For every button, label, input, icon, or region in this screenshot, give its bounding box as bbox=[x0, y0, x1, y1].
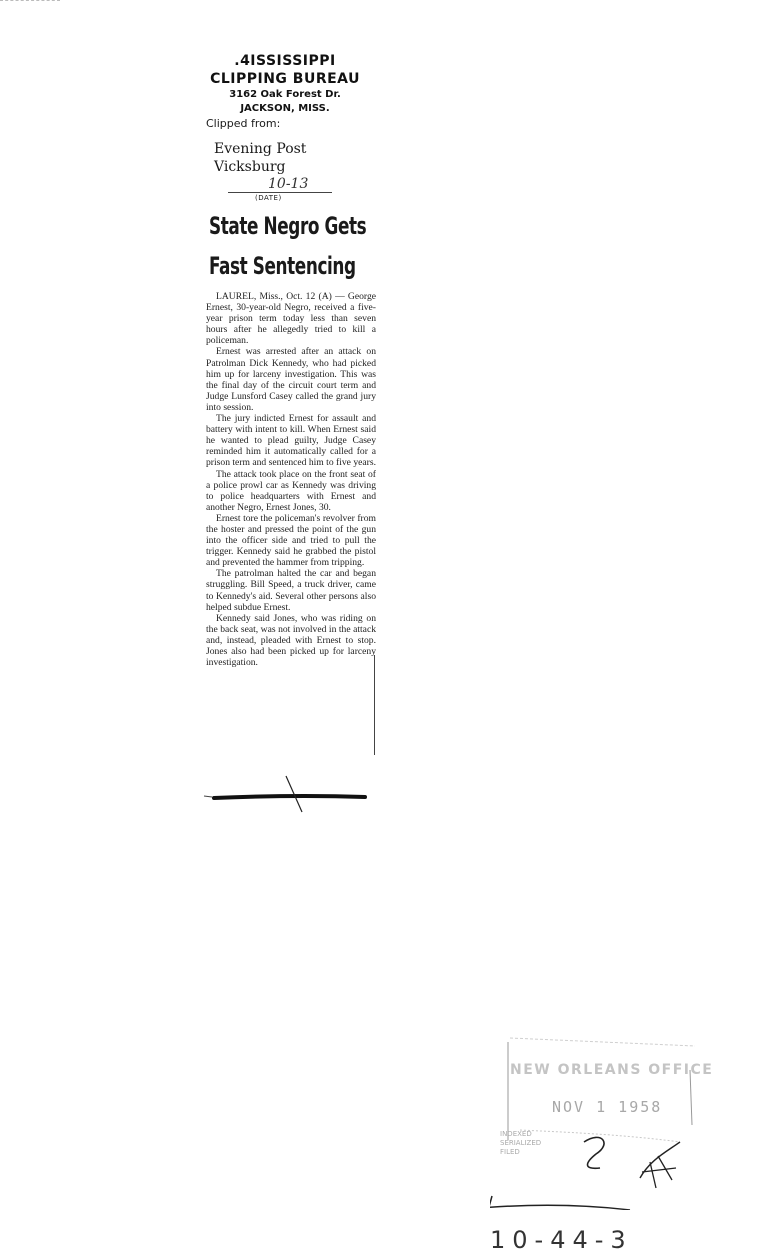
received-stamp bbox=[490, 1030, 714, 1210]
newspaper-city: Vicksburg bbox=[214, 159, 286, 175]
date-handwritten: 10-13 bbox=[268, 176, 309, 192]
stamp-office-name: NEW ORLEANS OFFICE bbox=[510, 1062, 714, 1078]
file-number: 10-44-3 bbox=[490, 1226, 633, 1254]
article-body bbox=[206, 291, 376, 668]
clipping-bureau-header bbox=[200, 52, 370, 116]
handwritten-initials bbox=[490, 1030, 705, 1210]
end-of-article-mark bbox=[200, 772, 370, 817]
article-paragraph: The patrolman halted the car and began struggling. Bill Speed, a truck driver, came to Kennedy's aid. Several other persons also helped subdue Ernest. bbox=[206, 568, 376, 613]
headline-line-2: Fast Sentencing bbox=[209, 252, 356, 280]
newspaper-source bbox=[214, 140, 306, 176]
bureau-name-line1: .4ISSISSIPPI bbox=[234, 53, 336, 69]
article-paragraph: The jury indicted Ernest for assault and battery with intent to kill. When Ernest said he wanted to plead guilty, Judge Casey reminded him it automatically called for a prison term and sentenced him to five years. bbox=[206, 413, 376, 469]
stamp-row-serialized: SERIALIZED bbox=[500, 1139, 542, 1147]
headline-line-1: State Negro Gets bbox=[209, 212, 367, 240]
clipping-edge-rule bbox=[374, 655, 375, 755]
article-paragraph: Ernest was arrested after an attack on Patrolman Dick Kennedy, who had picked him up for larceny investigation. This was the final day of the circuit court term and Judge Lunsford Casey called the grand jury into session. bbox=[206, 346, 376, 413]
article-paragraph: Kennedy said Jones, who was riding on the back seat, was not involved in the attack and, instead, pleaded with Ernest to stop. Jones also had been picked up for larceny investigation. bbox=[206, 612, 376, 669]
date-label: (DATE) bbox=[255, 194, 282, 202]
clipped-from-label: Clipped from: bbox=[206, 117, 281, 130]
article-paragraph: Ernest tore the policeman's revolver from the hoster and pressed the point of the gun into the officer side and tried to pull the trigger. Kennedy said he grabbed the pistol and prevented the hammer from tripping. bbox=[206, 512, 376, 569]
top-edge-stub bbox=[0, 0, 60, 1]
newspaper-name: Evening Post bbox=[214, 141, 307, 157]
article-paragraph: LAUREL, Miss., Oct. 12 (A) — George Ernest, 30-year-old Negro, received a five-year prison term today less than seven hours after he allegedly tried to kill a policeman. bbox=[206, 291, 376, 347]
bureau-address: 3162 Oak Forest Dr. bbox=[229, 89, 341, 100]
stamp-row-indexed: INDEXED bbox=[500, 1130, 532, 1138]
article-headline bbox=[209, 206, 367, 286]
stamp-date: NOV 1 1958 bbox=[552, 1098, 663, 1116]
bureau-name-line2: CLIPPING BUREAU bbox=[210, 71, 360, 87]
article-paragraph: The attack took place on the front seat of a police prowl car as Kennedy was driving to police headquarters with Ernest and another Negro, Ernest Jones, 30. bbox=[206, 468, 376, 513]
bureau-city: JACKSON, MISS. bbox=[240, 103, 330, 114]
stamp-row-filed: FILED bbox=[500, 1148, 520, 1156]
